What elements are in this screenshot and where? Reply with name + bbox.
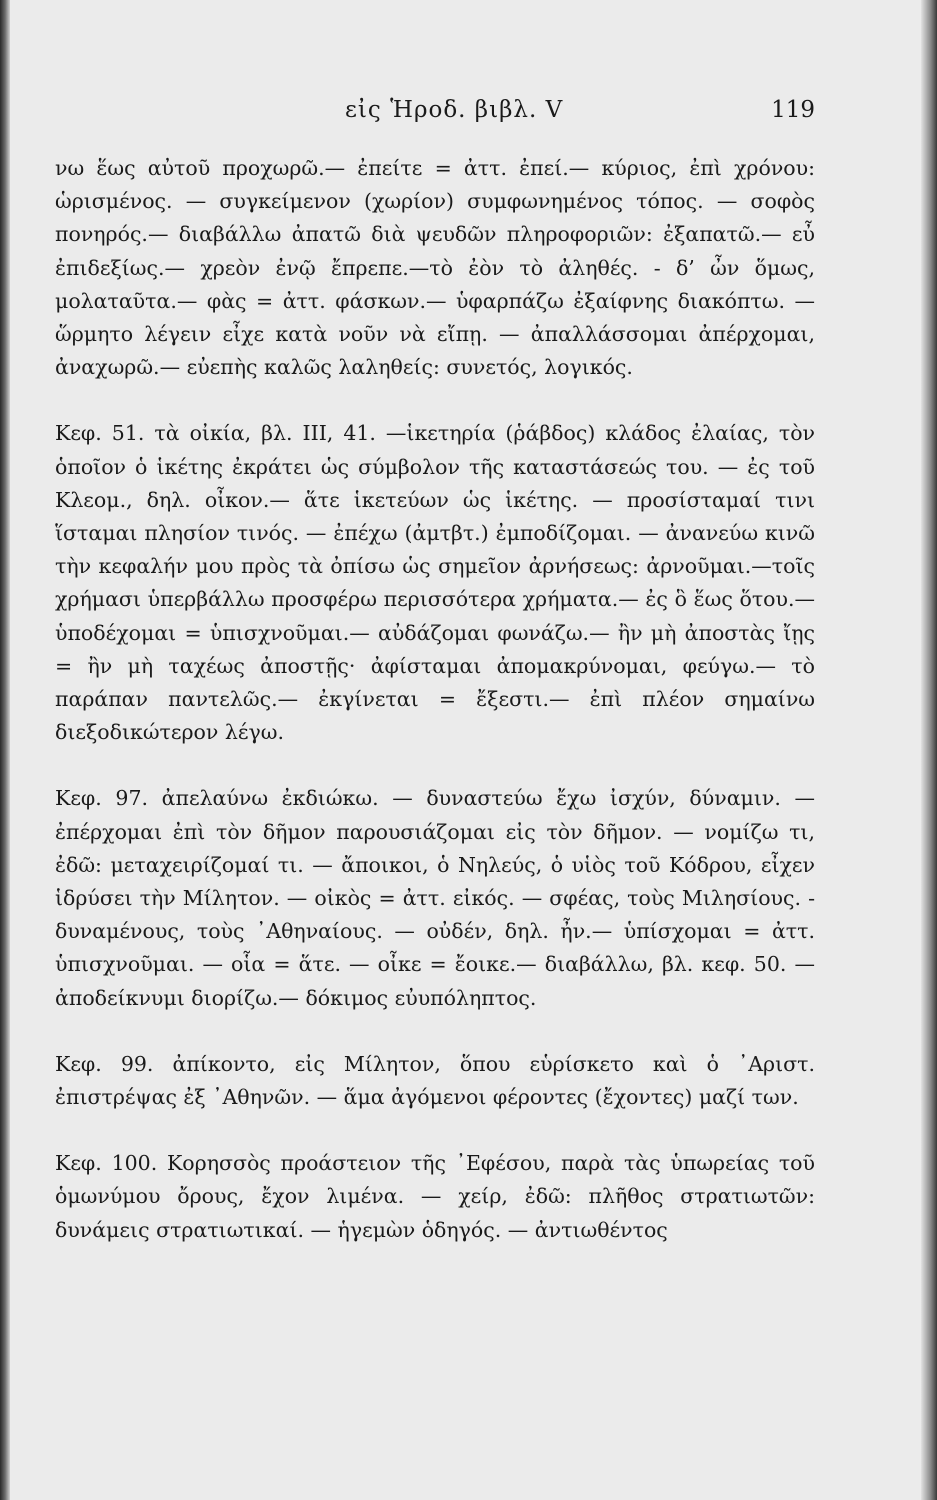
paragraph-chapter-97: Κεφ. 97. ἀπελαύνω ἐκδιώκω. — δυναστεύω ἔχω ἰσχύν, δύναμιν. — ἐπέρχομαι ἐπὶ τὸν δῆμον παρουσιάζομαι εἰς τὸν δῆμον. — νομίζω τι, ἐδῶ: μεταχειρίζομαί τι. — ἄποικοι, ὁ Νηλεύς, ὁ υἱὸς τοῦ Κόδρου, εἶχεν ἱδρύσει τὴν Μίλητον. — οἰκὸς = ἀττ. εἰκός. — σφέας, τοὺς Μιλησίους. - δυναμένους, τοὺς ᾿Αθηναίους. — οὐδέν, δηλ. ἦν.— ὑπίσχομαι = ἀττ. ὑπισχνοῦμαι. — οἷα = ἅτε. — οἶκε = ἔοικε.— διαβάλλω, βλ. κεφ. 50. — ἀποδείκνυμι διορίζω.— δόκιμος εὐυπόληπτος.	[55, 786, 815, 1010]
body-text	[55, 152, 815, 1247]
paragraph-chapter-51: Κεφ. 51. τὰ οἰκία, βλ. III, 41. —ἱκετηρία (ῥάβδος) κλάδος ἐλαίας, τὸν ὁποῖον ὁ ἱκέτης ἐκράτει ὡς σύμβολον τῆς καταστάσεώς του. — ἐς τοῦ Κλεομ., δηλ. οἶκον.— ἅτε ἱκετεύων ὡς ἱκέτης. — προσίσταμαί τινι ἵσταμαι πλησίον τινός. — ἐπέχω (ἀμτβτ.) ἐμποδίζομαι. — ἀνανεύω κινῶ τὴν κεφαλήν μου πρὸς τὰ ὀπίσω ὡς σημεῖον ἀρνήσεως: ἀρνοῦμαι.—τοῖς χρήμασι ὑπερβάλλω προσφέρω περισσότερα χρήματα.— ἐς ὃ ἕως ὅτου.— ὑποδέχομαι = ὑπισχνοῦμαι.— αὐδάζομαι φωνάζω.— ἢν μὴ ἀποστὰς ἴῃς = ἢν μὴ ταχέως ἀποστῇς· ἀφίσταμαι ἀπομακρύνομαι, φεύγω.— τὸ παράπαν παντελῶς.— ἐκγίνεται = ἔξεστι.— ἐπὶ πλέον σημαίνω διεξοδικώτερον λέγω.	[55, 421, 815, 745]
scan-left-edge	[0, 0, 10, 1500]
page-header	[55, 97, 815, 127]
scan-right-edge	[921, 0, 937, 1500]
paragraph-chapter-100: Κεφ. 100. Κορησσὸς προάστειον τῆς ᾿Εφέσου, παρὰ τὰς ὑπωρείας τοῦ ὁμωνύμου ὄρους, ἔχον λιμένα. — χείρ, ἐδῶ: πλῆθος στρατιωτῶν: δυνάμεις στρατιωτικαί. — ἡγεμὼν ὁδηγός. — ἀντιωθέντος	[55, 1151, 815, 1242]
page-number: 119	[771, 97, 815, 123]
running-head: εἰς Ἡροδ. βιβλ. V	[345, 97, 564, 123]
paragraph-commentary-continuation: νω ἕως αὐτοῦ προχωρῶ.— ἐπείτε = ἀττ. ἐπεί.— κύριος, ἐπὶ χρόνου: ὡρισμένος. — συγκείμενον (χωρίον) συμφωνημένος τόπος. — σοφὸς πονηρός.— διαβάλλω ἀπατῶ διὰ ψευδῶν πληροφοριῶν: ἐξαπατῶ.— εὖ ἐπιδεξίως.— χρεὸν ἐνῷ ἔπρεπε.—τὸ ἐὸν τὸ ἀληθές. - δ’ ὦν ὅμως, μολαταῦτα.— φὰς = ἀττ. φάσκων.— ὑφαρπάζω ἐξαίφνης διακόπτω. — ὥρμητο λέγειν εἶχε κατὰ νοῦν νὰ εἴπῃ. — ἀπαλλάσσομαι ἀπέρχομαι, ἀναχωρῶ.— εὐεπὴς καλῶς λαληθείς: συνετός, λογικός.	[55, 156, 815, 380]
paragraph-chapter-99: Κεφ. 99. ἀπίκοντο, εἰς Μίλητον, ὅπου εὑρίσκετο καὶ ὁ ᾿Αριστ. ἐπιστρέψας ἐξ ᾿Αθηνῶν. — ἅμα ἀγόμενοι φέροντες (ἔχοντες) μαζί των.	[55, 1051, 815, 1110]
